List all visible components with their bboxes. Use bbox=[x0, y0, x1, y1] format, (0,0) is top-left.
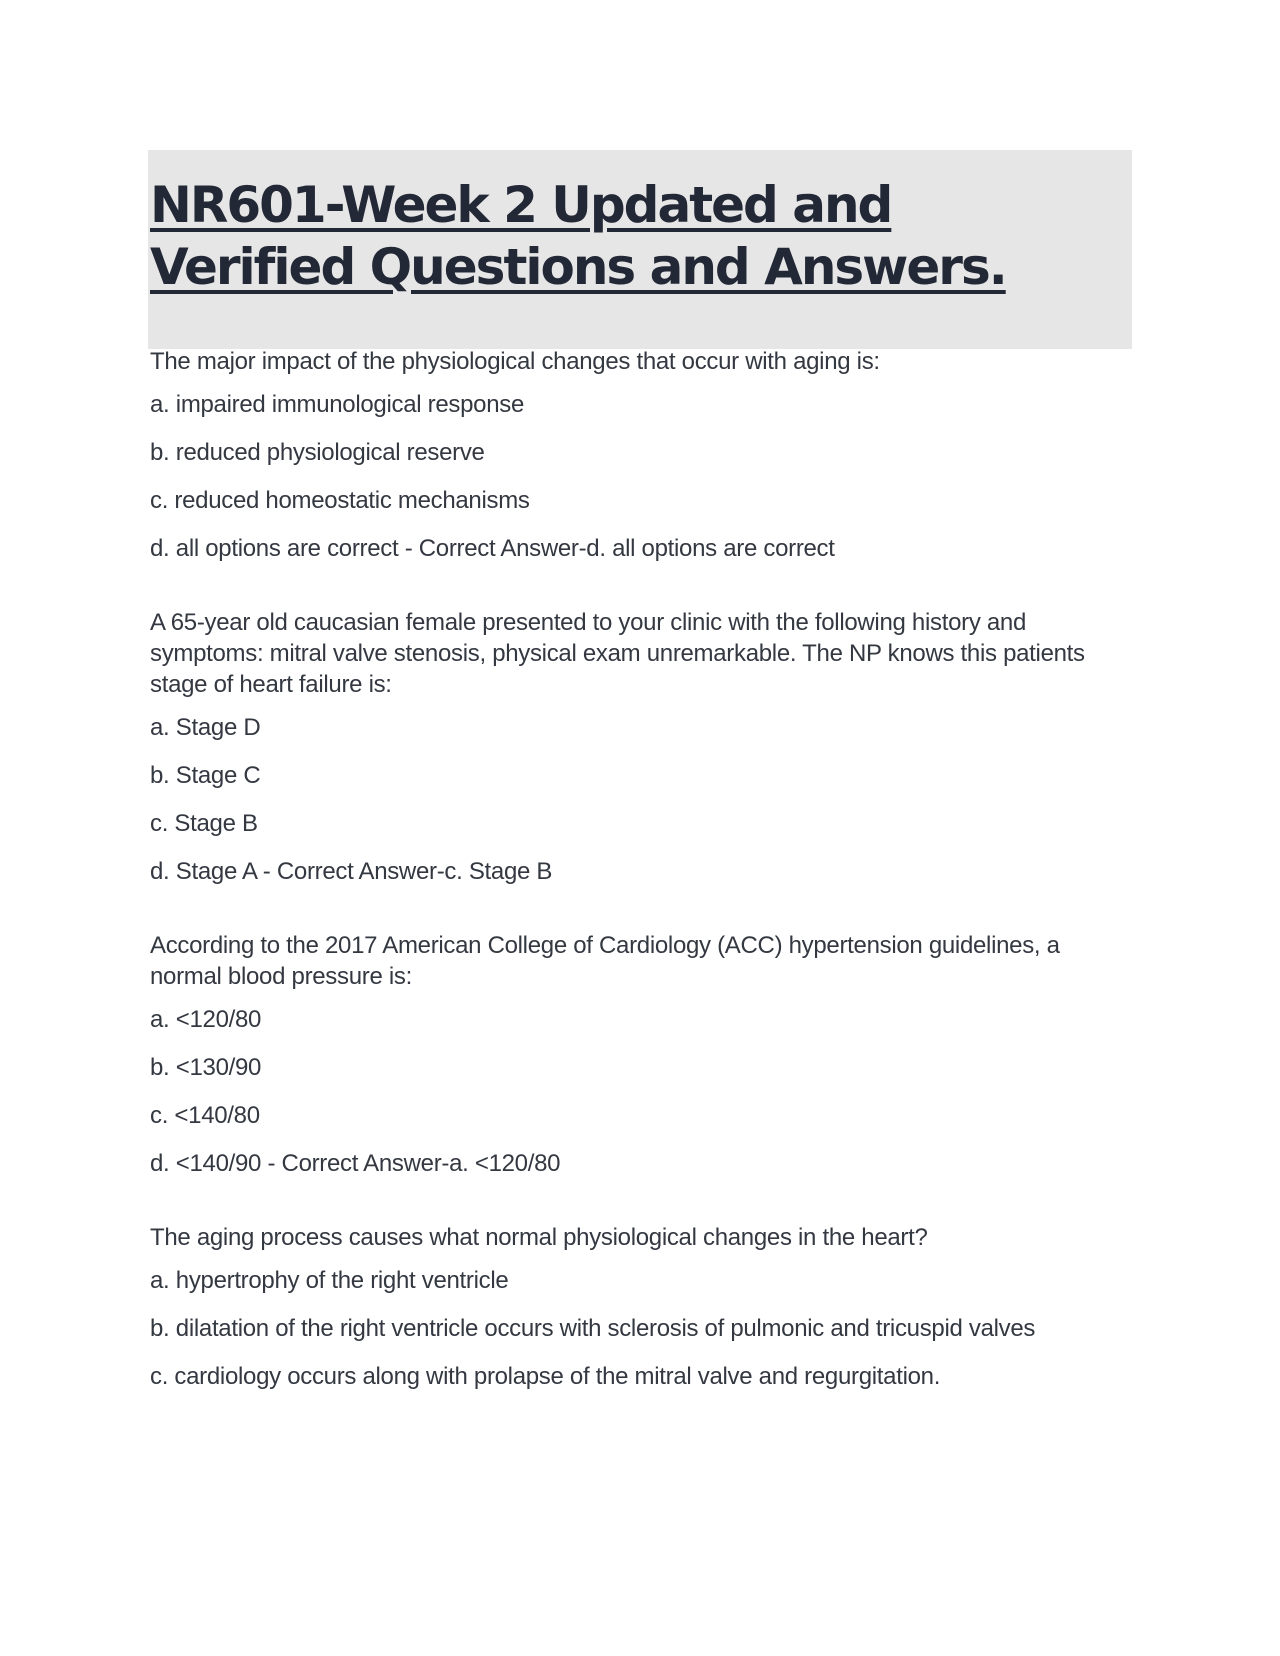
answer-option: b. <130/90 bbox=[150, 1054, 262, 1081]
question-block bbox=[150, 346, 1125, 565]
answer-option: a. Stage D bbox=[150, 714, 261, 741]
answer-option: b. dilatation of the right ventricle occurs with sclerosis of pulmonic and tricuspid valves bbox=[150, 1315, 1036, 1342]
question-text: The aging process causes what normal physiological changes in the heart? bbox=[150, 1224, 928, 1251]
answer-option: c. Stage B bbox=[150, 810, 258, 837]
answer-option: b. reduced physiological reserve bbox=[150, 439, 485, 466]
answer-option: a. <120/80 bbox=[150, 1006, 262, 1033]
question-text: The major impact of the physiological changes that occur with aging is: bbox=[150, 348, 880, 375]
answer-option: d. all options are correct - Correct Answer-d. all options are correct bbox=[150, 535, 835, 562]
question-block bbox=[150, 1222, 1125, 1393]
answer-option: d. Stage A - Correct Answer-c. Stage B bbox=[150, 858, 553, 885]
question-block bbox=[150, 607, 1125, 888]
question-text: A 65-year old caucasian female presented to your clinic with the following history and symptoms: mitral valve stenosis, physical exam unremarkable. The NP knows this patients stage of heart failure is: bbox=[150, 609, 1085, 698]
question-text: According to the 2017 American College of Cardiology (ACC) hypertension guidelines, a normal blood pressure is: bbox=[150, 932, 1060, 990]
answer-option: a. hypertrophy of the right ventricle bbox=[150, 1267, 509, 1294]
answer-option: d. <140/90 - Correct Answer-a. <120/80 bbox=[150, 1150, 561, 1177]
answer-option: c. cardiology occurs along with prolapse of the mitral valve and regurgitation. bbox=[150, 1363, 941, 1390]
answer-option: c. reduced homeostatic mechanisms bbox=[150, 487, 530, 514]
question-block bbox=[150, 930, 1125, 1180]
answer-option: a. impaired immunological response bbox=[150, 391, 524, 418]
question-list bbox=[150, 346, 1125, 1435]
answer-option: b. Stage C bbox=[150, 762, 261, 789]
document-title: NR601-Week 2 Updated and Verified Questions and Answers. bbox=[150, 176, 1006, 296]
answer-option: c. <140/80 bbox=[150, 1102, 260, 1129]
